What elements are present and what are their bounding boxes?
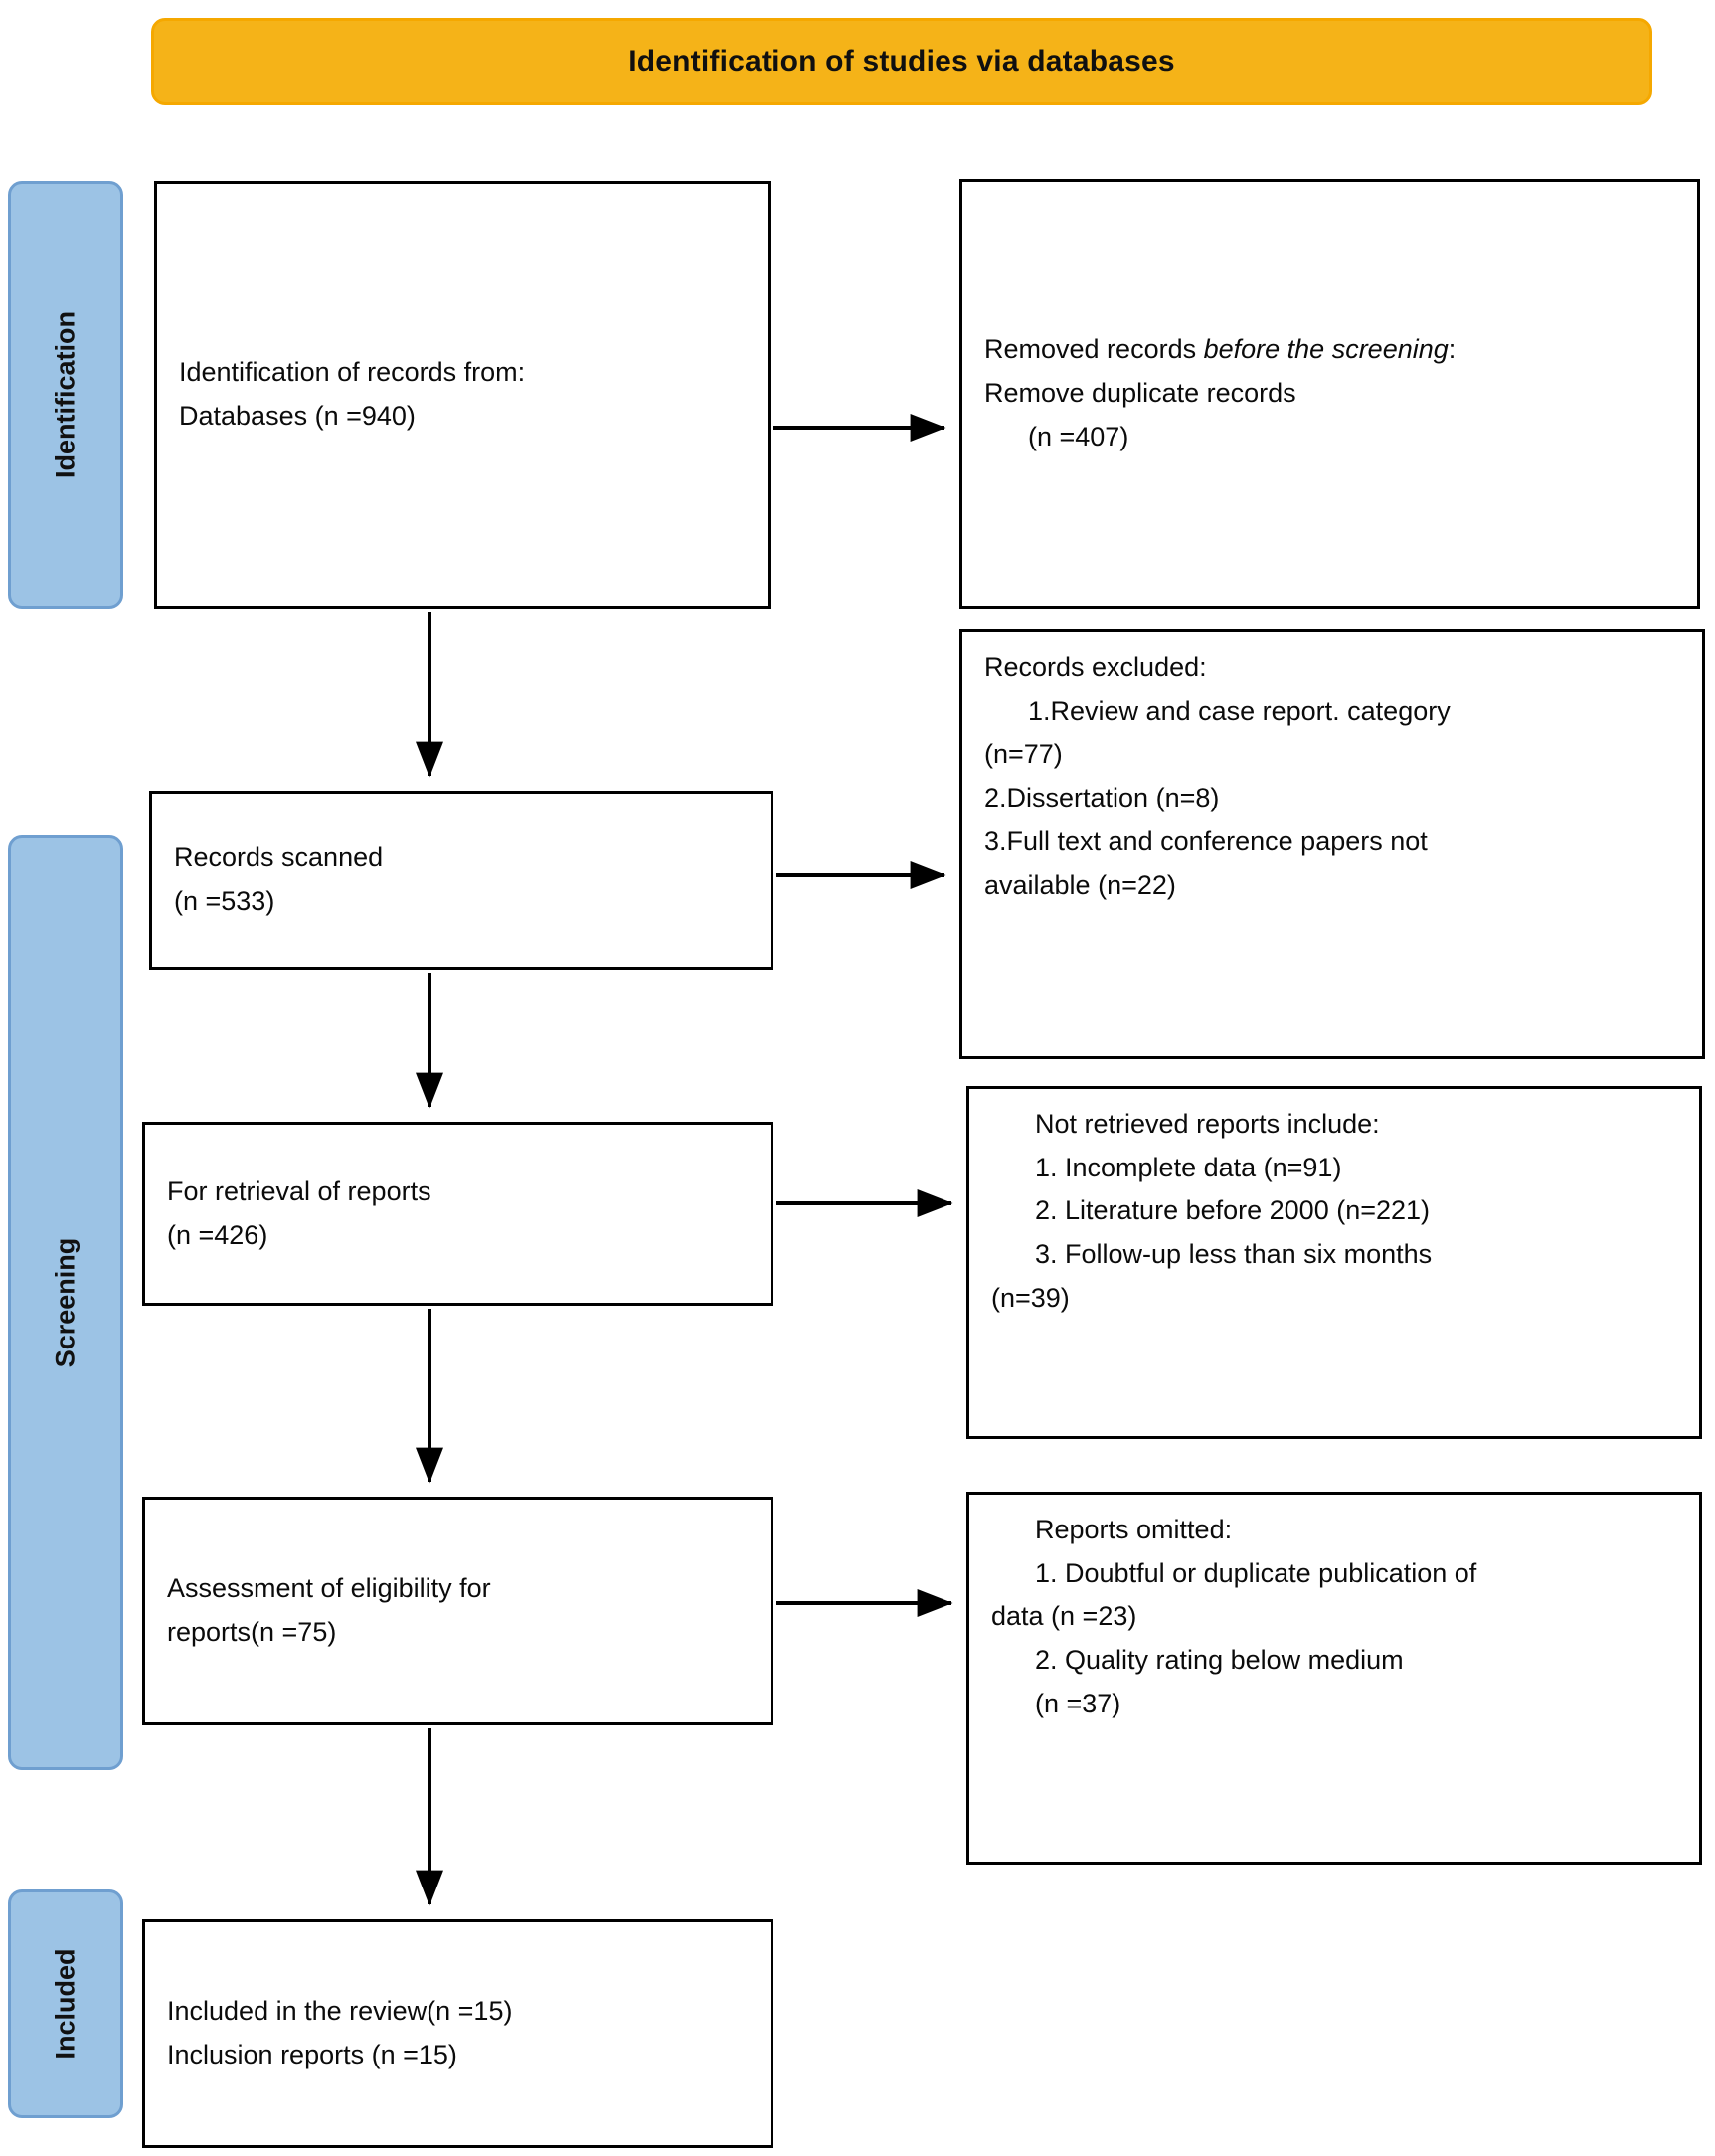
box-notretrieved-line4: 3. Follow-up less than six months (1035, 1239, 1433, 1270)
box-scanned-line2: (n =533) (174, 886, 275, 916)
box-assessment-line2: reports(n =75) (167, 1617, 337, 1647)
box-identification-line1: Identification of records from: (179, 357, 526, 388)
stage-label-included-text: Included (50, 1948, 81, 2060)
box-scanned-line1: Records scanned (174, 842, 384, 873)
box-excluded-line1: Records excluded: (984, 652, 1207, 682)
box-omitted-line1: Reports omitted: (1035, 1515, 1233, 1544)
stage-label-identification-text: Identification (50, 311, 81, 478)
box-not-retrieved-reports (966, 1086, 1702, 1439)
stage-label-screening (8, 835, 123, 1770)
stage-label-screening-text: Screening (50, 1237, 81, 1368)
diagram-title: Identification of studies via databases (628, 45, 1175, 78)
box-excluded-line2: 1.Review and case report. category (1028, 695, 1451, 726)
box-assessment-eligibility (142, 1497, 773, 1725)
box-records-excluded (959, 629, 1705, 1059)
box-removed-line1-italic: before the screening (1203, 334, 1449, 365)
stage-label-included (8, 1889, 123, 2118)
box-notretrieved-line1: Not retrieved reports include: (1035, 1109, 1380, 1139)
box-excluded-line4: 2.Dissertation (n=8) (984, 783, 1220, 813)
box-removed-line1-prefix: Removed records (984, 334, 1204, 365)
box-included-line2: Inclusion reports (n =15) (167, 2040, 457, 2069)
stage-label-identification (8, 181, 123, 609)
box-retrieval-line2: (n =426) (167, 1219, 268, 1250)
box-omitted-line3: data (n =23) (991, 1601, 1137, 1632)
box-notretrieved-line3: 2. Literature before 2000 (n=221) (1035, 1195, 1431, 1226)
box-excluded-line6: available (n=22) (984, 869, 1176, 900)
box-omitted-line4: 2. Quality rating below medium (1035, 1645, 1404, 1676)
box-included-line1: Included in the review(n =15) (167, 1996, 513, 2027)
diagram-header-banner (151, 18, 1652, 105)
box-retrieval-line1: For retrieval of reports (167, 1175, 431, 1206)
box-reports-omitted (966, 1492, 1702, 1865)
box-identification-records (154, 181, 771, 609)
box-removed-line1-suffix: : (1448, 334, 1457, 365)
box-assessment-line1: Assessment of eligibility for (167, 1573, 491, 1604)
box-removed-line2: Remove duplicate records (984, 378, 1296, 409)
box-retrieval-reports (142, 1122, 773, 1306)
box-removed-records (959, 179, 1700, 609)
box-notretrieved-line2: 1. Incomplete data (n=91) (1035, 1152, 1342, 1182)
box-excluded-line5: 3.Full text and conference papers not (984, 825, 1428, 856)
box-identification-line2: Databases (n =940) (179, 401, 416, 431)
box-included-review (142, 1919, 773, 2148)
box-removed-line1 (984, 328, 1675, 372)
box-removed-line3: (n =407) (1028, 421, 1129, 451)
box-omitted-line5: (n =37) (1035, 1688, 1121, 1718)
box-records-scanned (149, 791, 773, 970)
box-omitted-line2: 1. Doubtful or duplicate publication of (1035, 1557, 1477, 1588)
box-notretrieved-line5: (n=39) (991, 1282, 1070, 1313)
box-excluded-line3: (n=77) (984, 739, 1063, 770)
